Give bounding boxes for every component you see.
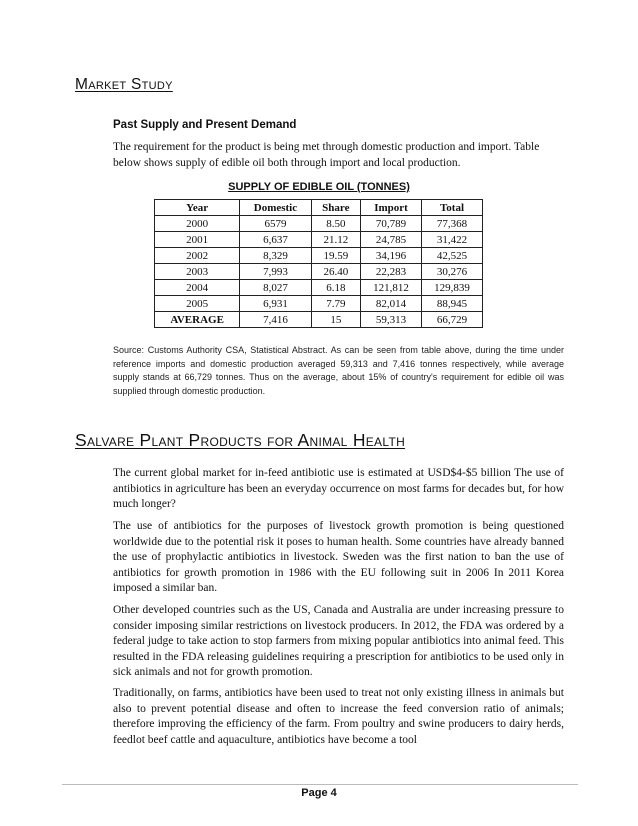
cell-year: 2002 xyxy=(155,248,240,264)
table-row xyxy=(155,248,483,264)
cell-total: 42,525 xyxy=(422,248,483,264)
salvare-paragraph-1: The current global market for in-feed antibiotic use is estimated at USD$4-$5 billion The use of antibiotics in agriculture has been an everyday occurrence on most farms for decades but, for how much longer? xyxy=(113,467,564,510)
cell-import: 22,283 xyxy=(361,264,422,280)
col-header-total: Total xyxy=(422,200,483,216)
cell-domestic: 6,637 xyxy=(240,232,311,248)
cell-import: 59,313 xyxy=(361,312,422,328)
cell-domestic: 6,931 xyxy=(240,296,311,312)
page-number: Page 4 xyxy=(301,787,337,799)
supply-table xyxy=(154,199,483,328)
section-heading-salvare: Salvare Plant Products for Animal Health xyxy=(75,430,406,450)
footer-divider xyxy=(62,784,578,785)
cell-total: 30,276 xyxy=(422,264,483,280)
cell-share: 26.40 xyxy=(311,264,360,280)
cell-year: AVERAGE xyxy=(155,312,240,328)
cell-share: 8.50 xyxy=(311,216,360,232)
table-row xyxy=(155,232,483,248)
cell-import: 70,789 xyxy=(361,216,422,232)
cell-total: 88,945 xyxy=(422,296,483,312)
table-title: SUPPLY OF EDIBLE OIL (TONNES) xyxy=(228,181,410,193)
cell-import: 34,196 xyxy=(361,248,422,264)
cell-share: 7.79 xyxy=(311,296,360,312)
salvare-paragraph-2: The use of antibiotics for the purposes of livestock growth promotion is being questioned worldwide due to the potential risk it poses to human health. Some countries have already banned the use of prophylactic antibiotics in livestock. Sweden was the first nation to ban the use of antibiotics for growth promotion in 1986 with the EU following suit in 2006 In 2011 Korea imposed a similar ban. xyxy=(113,520,564,594)
salvare-paragraph-3: Other developed countries such as the US, Canada and Australia are under increasing pressure to consider imposing similar restrictions on livestock producers. In 2012, the FDA was ordered by a federal judge to take action to stop farmers from mixing popular antibiotics into animal feed. This resulted in the FDA releasing guidelines requiring a prescription for antibiotics to be used only in sick animals and not for growth promotion. xyxy=(113,604,564,678)
cell-import: 121,812 xyxy=(361,280,422,296)
cell-domestic: 7,416 xyxy=(240,312,311,328)
cell-domestic: 6579 xyxy=(240,216,311,232)
cell-import: 82,014 xyxy=(361,296,422,312)
cell-share: 21.12 xyxy=(311,232,360,248)
section-heading-market-study: Market Study xyxy=(75,76,173,93)
col-header-domestic: Domestic xyxy=(240,200,311,216)
source-note: Source: Customs Authority CSA, Statistical Abstract. As can be seen from table above, during the time under reference imports and domestic production averaged 59,313 and 7,416 tonnes respectively, while average supply stands at 66,729 tonnes. Thus on the average, about 15% of country's requirement for edible oil was supplied through domestic production. xyxy=(113,345,564,396)
cell-year: 2005 xyxy=(155,296,240,312)
cell-total: 66,729 xyxy=(422,312,483,328)
table-row xyxy=(155,216,483,232)
col-header-import: Import xyxy=(361,200,422,216)
cell-share: 6.18 xyxy=(311,280,360,296)
col-header-year: Year xyxy=(155,200,240,216)
cell-total: 31,422 xyxy=(422,232,483,248)
cell-import: 24,785 xyxy=(361,232,422,248)
cell-share: 19.59 xyxy=(311,248,360,264)
cell-total: 77,368 xyxy=(422,216,483,232)
cell-year: 2003 xyxy=(155,264,240,280)
table-header-row xyxy=(155,200,483,216)
table-row xyxy=(155,264,483,280)
cell-year: 2004 xyxy=(155,280,240,296)
cell-domestic: 8,027 xyxy=(240,280,311,296)
cell-total: 129,839 xyxy=(422,280,483,296)
cell-domestic: 8,329 xyxy=(240,248,311,264)
table-row xyxy=(155,296,483,312)
cell-year: 2000 xyxy=(155,216,240,232)
cell-share: 15 xyxy=(311,312,360,328)
col-header-share: Share xyxy=(311,200,360,216)
table-row xyxy=(155,280,483,296)
salvare-paragraph-4: Traditionally, on farms, antibiotics have been used to treat not only existing illness in animals but also to prevent potential disease and often to increase the feed conversion ratio of animals; therefore improving the efficiency of the farm. From poultry and swine producers to dairy herds, feedlot beef cattle and aquaculture, antibiotics have become a tool xyxy=(113,687,564,746)
cell-year: 2001 xyxy=(155,232,240,248)
cell-domestic: 7,993 xyxy=(240,264,311,280)
table-row-average xyxy=(155,312,483,328)
market-intro-paragraph: The requirement for the product is being met through domestic production and import. Table below shows supply of edible oil both through import and local production. xyxy=(113,141,540,169)
subheading-past-supply: Past Supply and Present Demand xyxy=(113,119,297,131)
